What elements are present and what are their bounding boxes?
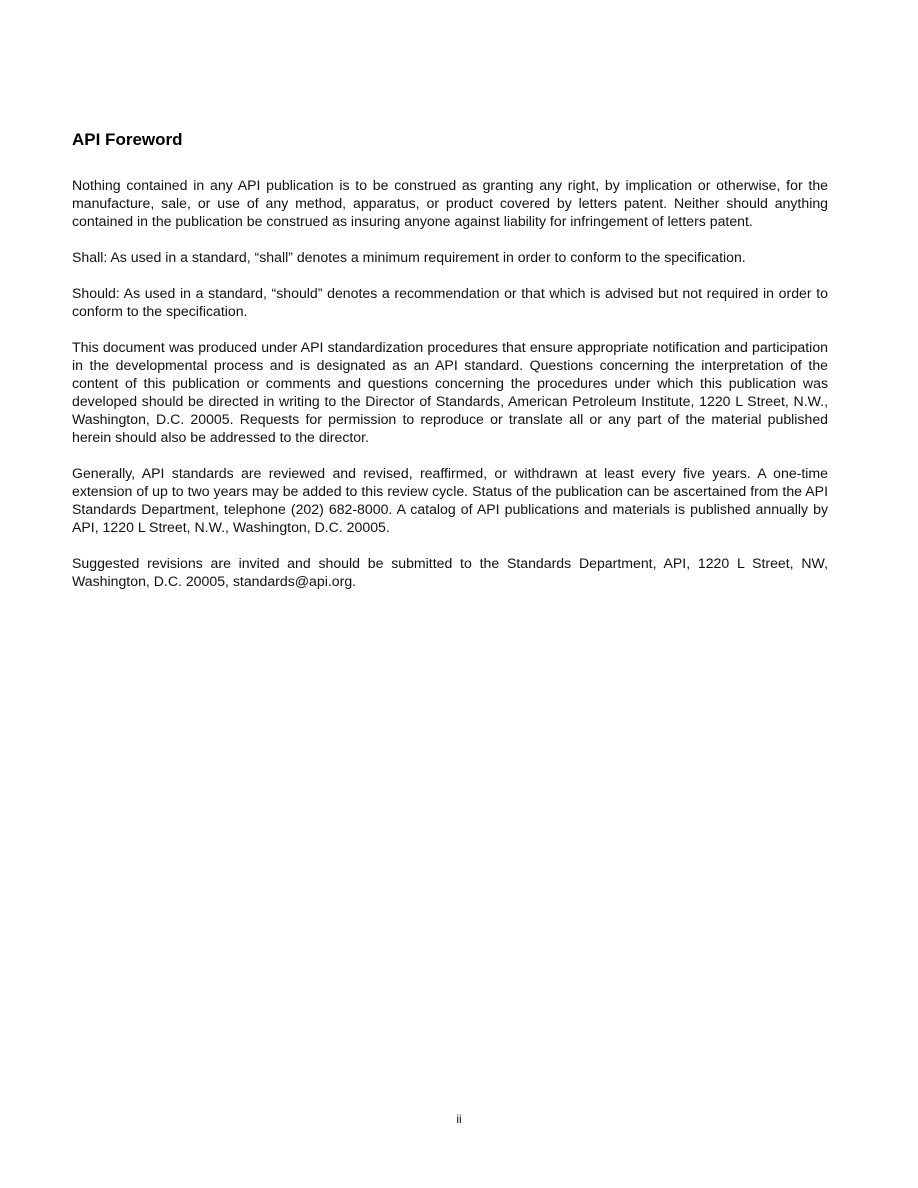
paragraph-suggested-revisions: Suggested revisions are invited and should be submitted to the Standards Department, API, 1220 L Street, NW, Washington, D.C. 20005, standards@api.org. — [72, 555, 828, 589]
paragraph-shall-definition: Shall: As used in a standard, “shall” denotes a minimum requirement in order to conform to the specification. — [72, 249, 746, 265]
paragraph-patent-disclaimer: Nothing contained in any API publication is to be construed as granting any right, by implication or otherwise, for the manufacture, sale, or use of any method, apparatus, or product covered by letters patent. Neither should anything contained in the publication be construed as insuring anyone against liability for infringement of letters patent. — [72, 177, 828, 229]
document-body — [72, 128, 828, 608]
paragraph-review-cycle: Generally, API standards are reviewed and revised, reaffirmed, or withdrawn at least every five years. A one-time extension of up to two years may be added to this review cycle. Status of the publication can be ascertained from the API Standards Department, telephone (202) 682-8000. A catalog of API publications and materials is published annually by API, 1220 L Street, N.W., Washington, D.C. 20005. — [72, 465, 828, 535]
page-number: ii — [456, 1112, 462, 1126]
paragraph-standardization-procedures: This document was produced under API standardization procedures that ensure appropriate notification and participation in the developmental process and is designated as an API standard. Questions concerning the interpretation of the content of this publication or comments and questions concerning the procedures under which this publication was developed should be directed in writing to the Director of Standards, American Petroleum Institute, 1220 L Street, N.W., Washington, D.C. 20005. Requests for permission to reproduce or translate all or any part of the material published herein should also be addressed to the director. — [72, 339, 828, 445]
page-title: API Foreword — [72, 130, 183, 149]
paragraph-should-definition: Should: As used in a standard, “should” denotes a recommendation or that which is advised but not required in order to conform to the specification. — [72, 285, 828, 319]
